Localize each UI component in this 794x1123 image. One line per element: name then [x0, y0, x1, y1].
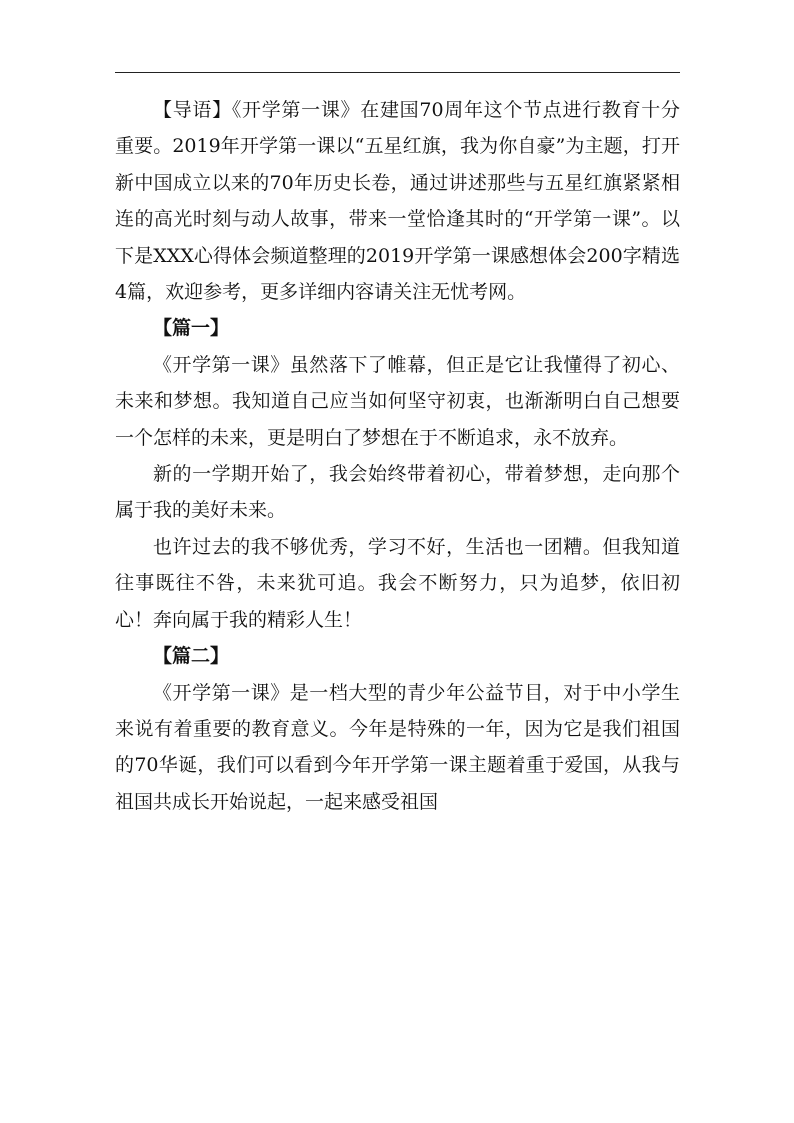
section2-paragraph-1: 《开学第一课》是一档大型的青少年公益节目，对于中小学生来说有着重要的教育意义。今年是特殊的一年，因为它是我们祖国的70华诞，我们可以看到今年开学第一课主题着重于爱国，从我与祖国共成长开始说起，一起来感受祖国 [115, 681, 680, 813]
header-rule [115, 72, 680, 73]
section-heading-1: 【篇一】 [153, 317, 230, 340]
section1-paragraph-1: 《开学第一课》虽然落下了帷幕，但正是它让我懂得了初心、未来和梦想。我知道自己应当如何坚守初衷，也渐渐明白自己想要一个怎样的未来，更是明白了梦想在于不断追求，永不放弃。 [115, 353, 680, 449]
section1-paragraph-2: 新的一学期开始了，我会始终带着初心，带着梦想，走向那个属于我的美好未来。 [115, 463, 680, 522]
section-heading-2: 【篇二】 [153, 645, 230, 668]
document-body [115, 92, 680, 820]
section1-paragraph-3: 也许过去的我不够优秀，学习不好，生活也一团糟。但我知道往事既往不咎，未来犹可追。我会不断努力，只为追梦，依旧初心！奔向属于我的精彩人生！ [115, 535, 680, 631]
intro-paragraph: 【导语】《开学第一课》在建国70周年这个节点进行教育十分重要。2019年开学第一课以“五星红旗，我为你自豪”为主题，打开新中国成立以来的70年历史长卷，通过讲述那些与五星红旗紧紧相连的高光时刻与动人故事，带来一堂恰逢其时的“开学第一课”。以下是XXX心得体会频道整理的2019开学第一课感想体会200字精选4篇，欢迎参考，更多详细内容请关注无忧考网。 [115, 99, 680, 304]
